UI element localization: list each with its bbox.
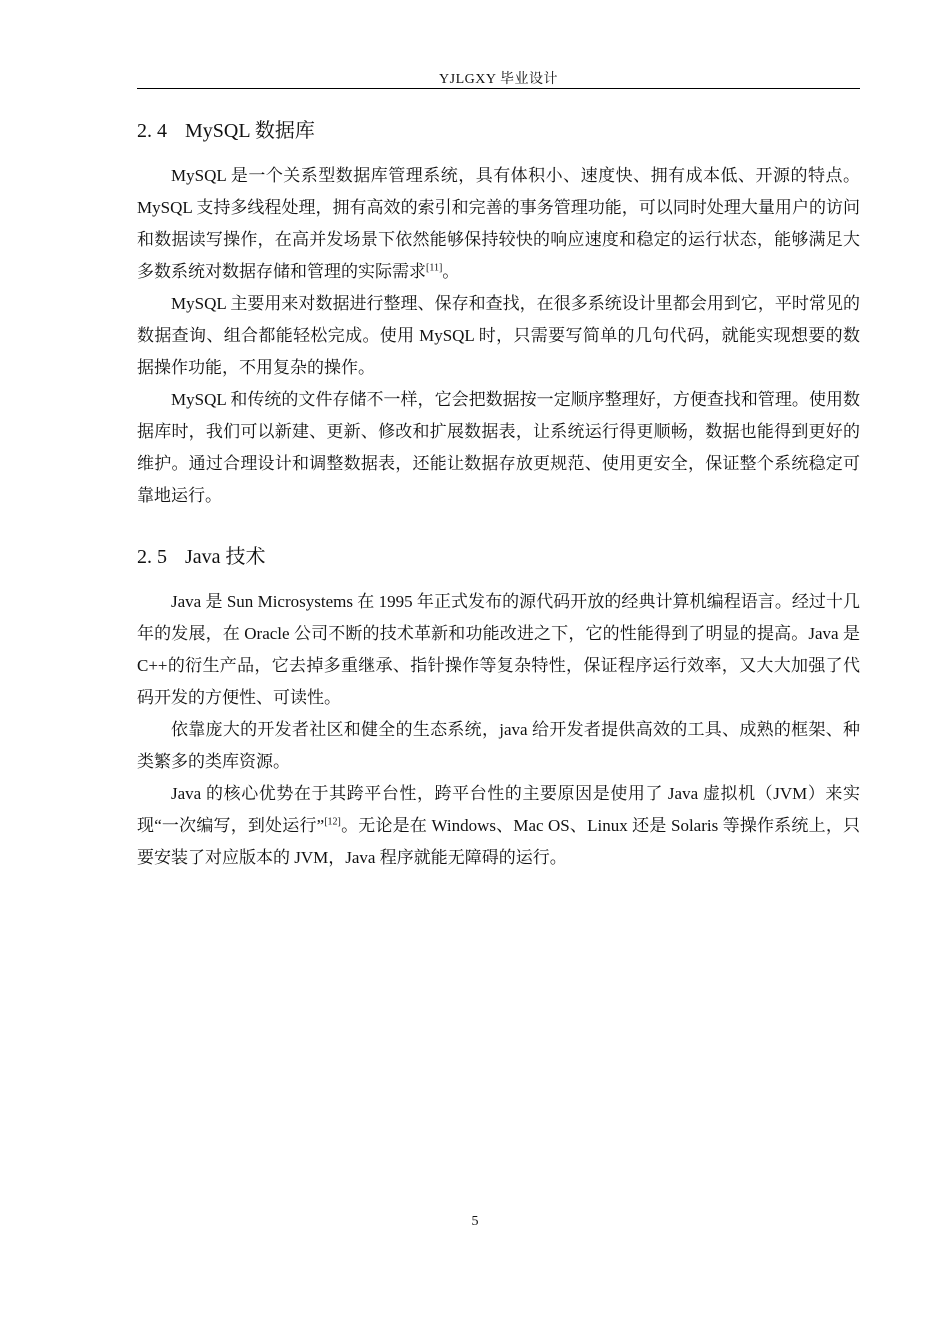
section-heading <box>137 540 860 574</box>
section-title: Java 技术 <box>185 546 266 568</box>
citation: [11] <box>426 262 443 274</box>
paragraph <box>137 586 860 714</box>
page-number: 5 <box>471 1214 479 1229</box>
paragraph <box>137 160 860 288</box>
document-body <box>137 114 860 874</box>
section-title: MySQL 数据库 <box>185 120 315 142</box>
paragraph-text: MySQL 是一个关系型数据库管理系统，具有体积小、速度快、拥有成本低、开源的特点。MySQL 支持多线程处理，拥有高效的索引和完善的事务管理功能，可以同时处理大量用户的访问和数据读写操作，在高并发场景下依然能够保持较快的响应速度和稳定的运行状态，能够满足大多数系统对数据存储和管理的实际需求 <box>137 166 860 281</box>
section-2-4 <box>137 114 860 512</box>
citation: [12] <box>324 816 341 828</box>
paragraph <box>137 714 860 778</box>
page-header: YJLGXY 毕业设计 <box>439 72 558 87</box>
paragraph-tail: 。 <box>442 262 460 281</box>
section-number: 2. 5 <box>137 546 167 568</box>
section-2-5 <box>137 540 860 874</box>
paragraph-tail: 。无论是在 Windows、Mac OS、Linux 还是 Solaris 等操作系统上，只要安装了对应版本的 JVM，Java 程序就能无障碍的运行。 <box>137 816 861 867</box>
paragraph-text: 依靠庞大的开发者社区和健全的生态系统，java 给开发者提供高效的工具、成熟的框架、种类繁多的类库资源。 <box>137 720 860 771</box>
paragraph-text: MySQL 和传统的文件存储不一样，它会把数据按一定顺序整理好，方便查找和管理。使用数据库时，我们可以新建、更新、修改和扩展数据表，让系统运行得更顺畅，数据也能得到更好的维护。通过合理设计和调整数据表，还能让数据存放更规范、使用更安全，保证整个系统稳定可靠地运行。 <box>137 390 860 505</box>
header-rule <box>137 88 860 89</box>
paragraph <box>137 288 860 384</box>
paragraph-text: Java 是 Sun Microsystems 在 1995 年正式发布的源代码开放的经典计算机编程语言。经过十几年的发展，在 Oracle 公司不断的技术革新和功能改进之下，它的性能得到了明显的提高。Java 是 C++的衍生产品，它去掉多重继承、指针操作等复杂特性，保证程序运行效率，又大大加强了代码开发的方便性、可读性。 <box>137 592 860 707</box>
paragraph <box>137 778 860 874</box>
paragraph-text: Java 的核心优势在于其跨平台性，跨平台性的主要原因是使用了 Java 虚拟机（JVM）来实现“一次编写，到处运行” <box>137 784 860 835</box>
section-heading <box>137 114 860 148</box>
paragraph <box>137 384 860 512</box>
section-number: 2. 4 <box>137 120 167 142</box>
paragraph-text: MySQL 主要用来对数据进行整理、保存和查找，在很多系统设计里都会用到它，平时常见的数据查询、组合都能轻松完成。使用 MySQL 时，只需要写简单的几句代码，就能实现想要的数据操作功能，不用复杂的操作。 <box>137 294 860 377</box>
